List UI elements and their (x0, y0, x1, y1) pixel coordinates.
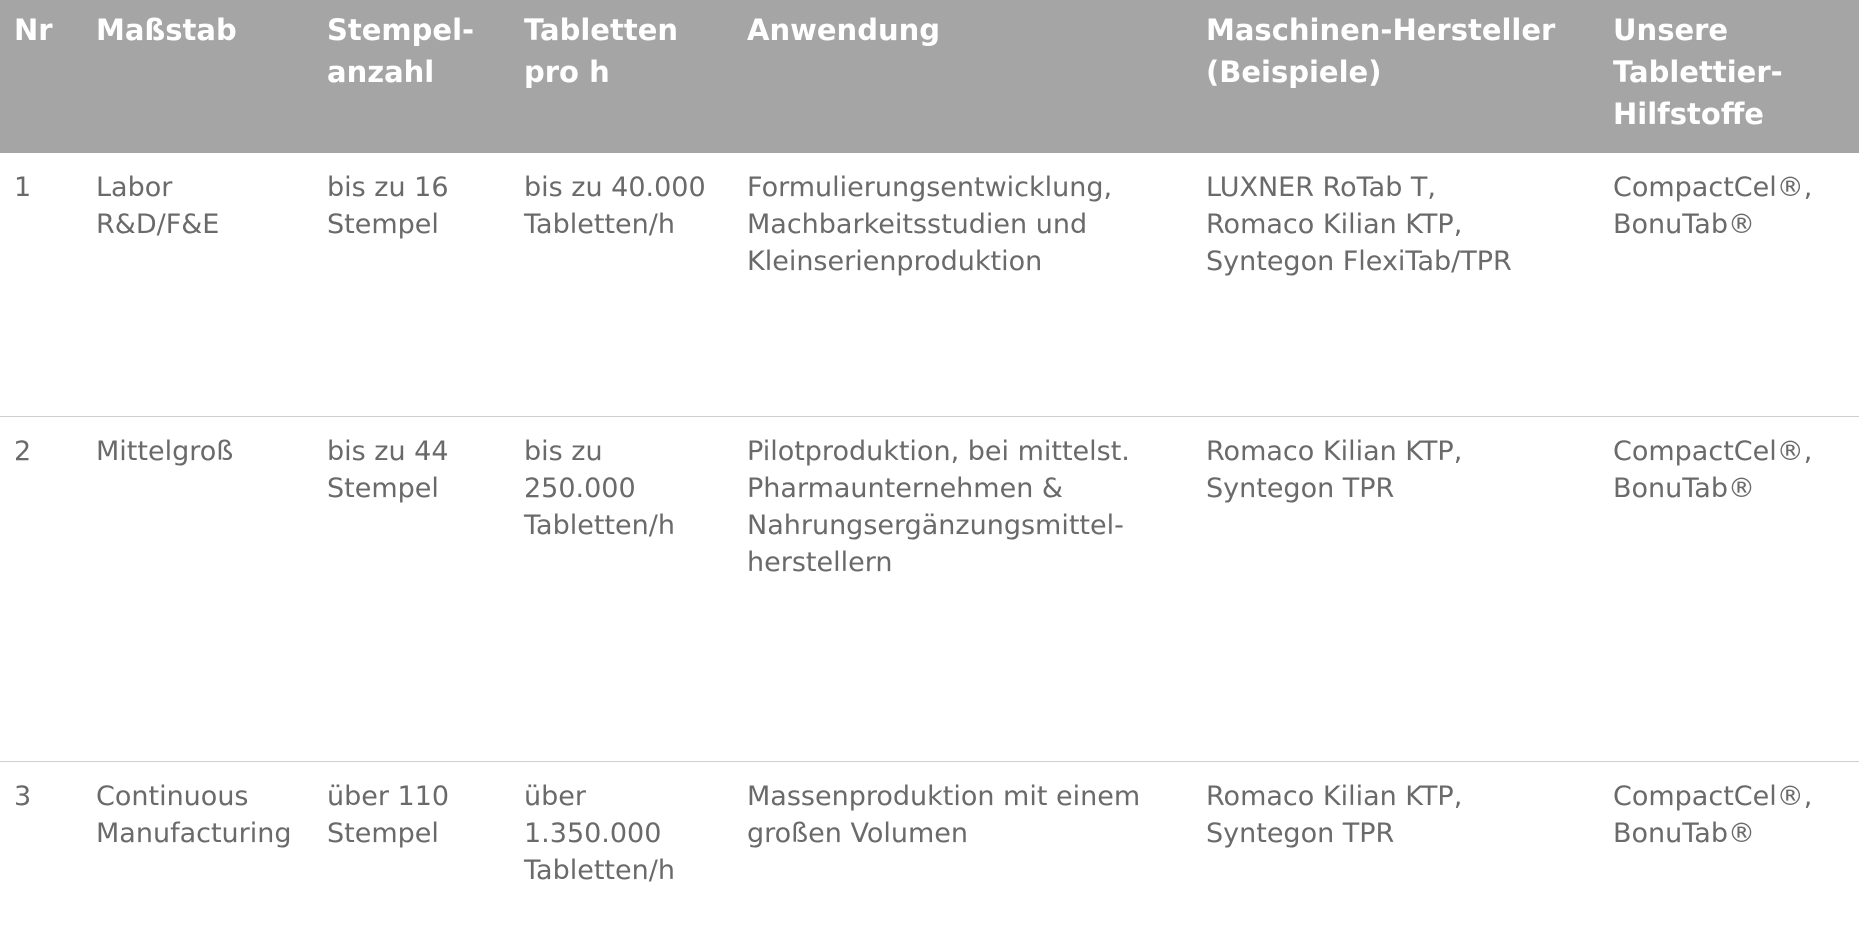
cell-nr: 1 (14, 172, 32, 203)
cell-anwendung: Formulierungsentwicklung, Machbarkeitsstudien und Kleinserienproduktion (747, 172, 1113, 277)
cell-maschinen-hersteller: LUXNER RoTab T, Romaco Kilian KTP, Syntegon FlexiTab/TPR (1206, 172, 1512, 277)
cell-tablettier-hilfsstoffe: CompactCel®, BonuTab® (1613, 172, 1813, 240)
table-row (0, 416, 1859, 761)
cell-maschinen-hersteller: Romaco Kilian KTP, Syntegon TPR (1206, 780, 1463, 849)
cell-tablettier-hilfsstoffe: CompactCel®, BonuTab® (1613, 780, 1813, 849)
cell-tabletten-pro-h: bis zu 250.000 Tabletten/h (524, 435, 675, 541)
table-body (0, 153, 1859, 935)
header-stempelanzahl: Stempel- anzahl (327, 13, 475, 89)
cell-nr: 2 (14, 435, 32, 467)
cell-stempelanzahl: bis zu 16 Stempel (327, 172, 449, 240)
cell-stempelanzahl: bis zu 44 Stempel (327, 435, 449, 504)
header-tabletten-pro-h: Tabletten pro h (524, 13, 679, 89)
cell-massstab: Mittelgroß (96, 435, 234, 467)
table-header (0, 0, 1859, 153)
cell-tabletten-pro-h: bis zu 40.000 Tabletten/h (524, 172, 706, 240)
cell-nr: 3 (14, 780, 32, 812)
table-row (0, 153, 1859, 416)
cell-massstab: Continuous Manufacturing (96, 780, 292, 849)
cell-stempelanzahl: über 110 Stempel (327, 780, 450, 849)
header-row (0, 0, 1859, 153)
cell-anwendung: Massenproduktion mit einem großen Volumen (747, 780, 1141, 849)
cell-anwendung: Pilotproduktion, bei mittelst. Pharmaunternehmen & Nahrungsergänzungsmittel- herstellern (747, 435, 1130, 578)
header-anwendung: Anwendung (747, 13, 941, 47)
header-maschinen-hersteller: Maschinen-Hersteller (Beispiele) (1206, 13, 1556, 89)
cell-massstab: Labor R&D/F&E (96, 172, 220, 240)
cell-maschinen-hersteller: Romaco Kilian KTP, Syntegon TPR (1206, 435, 1463, 504)
header-nr: Nr (14, 13, 53, 47)
table-row (0, 761, 1859, 935)
cell-tabletten-pro-h: über 1.350.000 Tabletten/h (524, 780, 675, 886)
cell-tablettier-hilfsstoffe: CompactCel®, BonuTab® (1613, 435, 1813, 504)
header-tablettier-hilfsstoffe: Unsere Tablettier- Hilfstoffe (1613, 13, 1783, 131)
header-massstab: Maßstab (96, 13, 237, 47)
